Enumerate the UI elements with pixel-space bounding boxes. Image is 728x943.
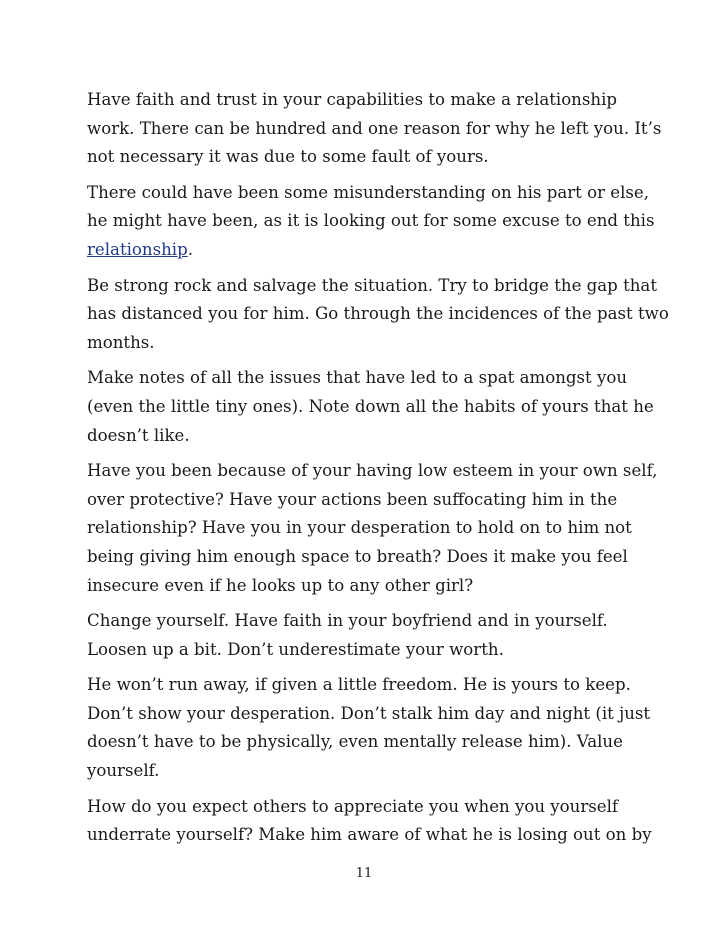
text-line: relationship? Have you in your desperation to hold on to him not xyxy=(87,518,632,538)
text-line: doesn’t have to be physically, even mentally release him). Value xyxy=(87,732,623,752)
text-line: Don’t show your desperation. Don’t stalk him day and night (it just xyxy=(87,703,651,723)
text-line: yourself. xyxy=(87,761,160,781)
page-number: 11 xyxy=(355,866,373,881)
text-line: Have you been because of your having low esteem in your own self, xyxy=(87,461,658,481)
text-line: work. There can be hundred and one reason for why he left you. It’s xyxy=(87,118,662,138)
text-line: underrate yourself? Make him aware of what he is losing out on by xyxy=(87,825,652,845)
text-line: doesn’t like. xyxy=(87,425,190,445)
text-line: Loosen up a bit. Don’t underestimate your worth. xyxy=(87,639,504,659)
text-line: Change yourself. Have faith in your boyfriend and in yourself. xyxy=(87,611,608,631)
paragraph-5 xyxy=(87,457,658,600)
text-line: not necessary it was due to some fault of yours. xyxy=(87,147,489,167)
text-line: he might have been, as it is looking out for some excuse to end this xyxy=(87,211,655,231)
text-line: has distanced you for him. Go through the incidences of the past two xyxy=(87,304,669,324)
text-line: months. xyxy=(87,332,155,352)
paragraph-6 xyxy=(87,607,647,664)
paragraph-8 xyxy=(87,793,652,850)
paragraph-1 xyxy=(87,86,662,172)
paragraph-4 xyxy=(87,364,654,450)
text-line: insecure even if he looks up to any other girl? xyxy=(87,575,474,595)
text-line: Have faith and trust in your capabilities to make a relationship xyxy=(87,90,618,109)
link-trailing-text: . xyxy=(187,239,194,259)
paragraph-3 xyxy=(87,272,669,358)
text-line: Be strong rock and salvage the situation. Try to bridge the gap that xyxy=(87,275,657,295)
text-line: He won’t run away, if given a little freedom. He is yours to keep. xyxy=(87,675,631,695)
body-text xyxy=(87,86,669,857)
paragraph-2 xyxy=(87,179,655,265)
text-line: Make notes of all the issues that have led to a spat amongst you xyxy=(87,368,628,388)
text-line: over protective? Have your actions been suffocating him in the xyxy=(87,489,618,509)
text-line: How do you expect others to appreciate you when you yourself xyxy=(87,796,619,816)
text-line-with-link xyxy=(87,236,647,265)
text-line: being giving him enough space to breath? Does it make you feel xyxy=(87,546,628,566)
text-line: There could have been some misunderstanding on his part or else, xyxy=(87,182,650,202)
relationship-link[interactable]: relationship xyxy=(87,239,188,259)
paragraph-7 xyxy=(87,671,651,785)
text-line: (even the little tiny ones). Note down all the habits of yours that he xyxy=(87,396,654,416)
